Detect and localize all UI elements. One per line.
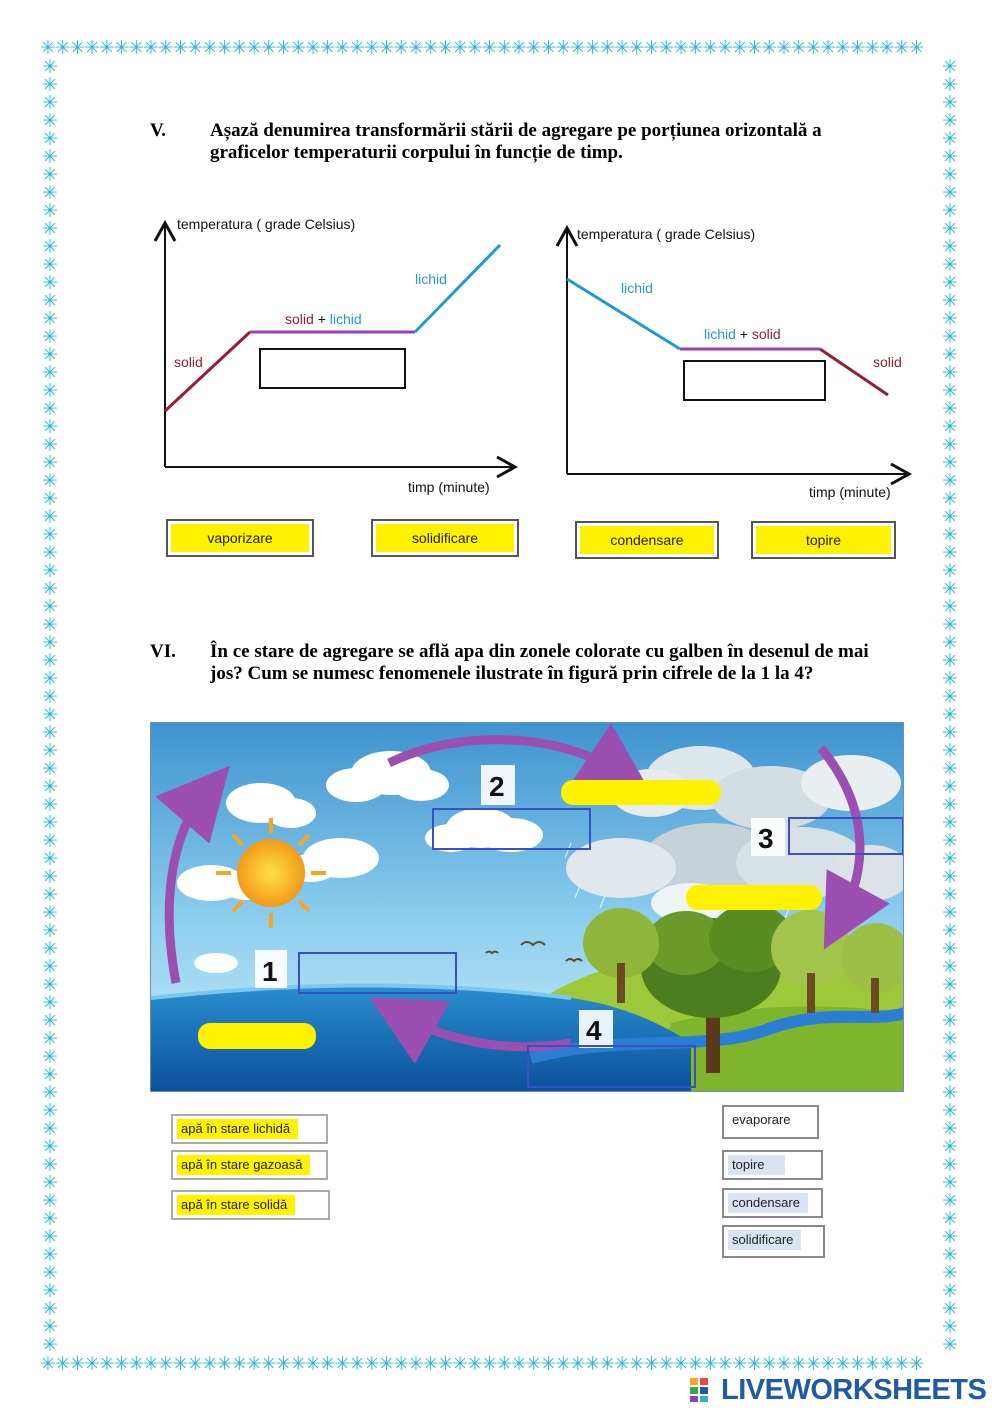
cooling-chart	[545, 215, 925, 510]
heating-mix-label-plus: +	[317, 311, 326, 327]
cooling-solid-label: solid	[873, 354, 902, 370]
heating-solid-segment	[165, 332, 250, 411]
option-topire[interactable]	[751, 521, 896, 559]
option-apa-lichida-label: apă în stare lichidă	[177, 1119, 298, 1139]
cooling-drop-zone[interactable]	[684, 361, 825, 400]
cooling-mix-label-plus: +	[739, 326, 748, 342]
yellow-zone-rain	[686, 885, 822, 910]
marker-4: 4	[586, 1015, 602, 1046]
cooling-mix-label-solid: solid	[751, 326, 781, 342]
option-vaporizare[interactable]	[166, 519, 314, 557]
heating-mix-label	[285, 311, 362, 327]
option-apa-solida[interactable]	[171, 1190, 330, 1220]
question-v-text: Așază denumirea transformării stării de agregare pe porțiunea orizontală a graficelor temperaturii corpului în funcție de timp.	[210, 120, 822, 163]
option-solidificare[interactable]	[371, 519, 519, 557]
option-condensare[interactable]	[575, 521, 719, 559]
option-condensare-label: condensare	[580, 526, 714, 554]
border-left: ✳ ✳ ✳ ✳ ✳ ✳ ✳ ✳ ✳ ✳ ✳ ✳ ✳ ✳ ✳ ✳ ✳ ✳ ✳ ✳ ✳ ✳ ✳ ✳ ✳ ✳ ✳ ✳ ✳ ✳ ✳ ✳ ✳ ✳ ✳ ✳ ✳ ✳ ✳ ✳ ✳ ✳ ✳ ✳ ✳ ✳ ✳ ✳ ✳ ✳ ✳ ✳ ✳ ✳ ✳ ✳ ✳ ✳ ✳ ✳ ✳ ✳ ✳ ✳ ✳ ✳ ✳ ✳ ✳ ✳ ✳ ✳	[42, 58, 58, 1354]
heating-mix-label-solid: solid	[285, 311, 314, 327]
border-top: ✳✳✳✳✳✳✳✳✳✳✳✳✳✳✳✳✳✳✳✳✳✳✳✳✳✳✳✳✳✳✳✳✳✳✳✳✳✳✳✳✳✳✳✳✳✳✳✳✳✳✳✳✳✳✳✳✳✳✳✳	[40, 38, 924, 58]
heating-liquid-label: lichid	[415, 271, 447, 287]
marker-3: 3	[758, 823, 774, 854]
cooling-liquid-label: lichid	[621, 280, 653, 296]
cooling-mix-label-liquid: lichid	[704, 326, 736, 342]
yellow-zone-cloud	[561, 780, 721, 805]
heating-chart	[145, 205, 525, 505]
heating-liquid-segment	[415, 245, 500, 332]
heating-y-label: temperatura ( grade Celsius)	[177, 216, 356, 232]
option-vi-topire-label: topire	[728, 1155, 785, 1175]
question-vi-text: În ce stare de agregare se află apa din zonele colorate cu galben în desenul de mai jos? Cum se numesc fenomenele ilustrate în figură prin cifrele de la 1 la 4?	[210, 641, 869, 684]
cooling-y-label: temperatura ( grade Celsius)	[577, 226, 756, 242]
heating-drop-zone[interactable]	[260, 349, 405, 388]
cooling-x-label: timp (minute)	[809, 484, 891, 500]
option-evaporare-label: evaporare	[728, 1110, 797, 1130]
option-evaporare[interactable]	[722, 1105, 819, 1139]
marker-2: 2	[489, 771, 505, 802]
liveworksheets-logo[interactable]	[690, 1374, 986, 1406]
heating-mix-label-liquid: lichid	[329, 311, 362, 327]
option-vi-condensare[interactable]	[722, 1188, 823, 1218]
logo-mark-icon	[690, 1378, 718, 1402]
option-apa-solida-label: apă în stare solidă	[177, 1195, 295, 1215]
option-vi-solidificare[interactable]	[722, 1225, 825, 1258]
border-bottom: ✳✳✳✳✳✳✳✳✳✳✳✳✳✳✳✳✳✳✳✳✳✳✳✳✳✳✳✳✳✳✳✳✳✳✳✳✳✳✳✳✳✳✳✳✳✳✳✳✳✳✳✳✳✳✳✳✳✳✳✳	[40, 1354, 924, 1374]
border-right: ✳ ✳ ✳ ✳ ✳ ✳ ✳ ✳ ✳ ✳ ✳ ✳ ✳ ✳ ✳ ✳ ✳ ✳ ✳ ✳ ✳ ✳ ✳ ✳ ✳ ✳ ✳ ✳ ✳ ✳ ✳ ✳ ✳ ✳ ✳ ✳ ✳ ✳ ✳ ✳ ✳ ✳ ✳ ✳ ✳ ✳ ✳ ✳ ✳ ✳ ✳ ✳ ✳ ✳ ✳ ✳ ✳ ✳ ✳ ✳ ✳ ✳ ✳ ✳ ✳ ✳ ✳ ✳ ✳ ✳ ✳ ✳	[942, 58, 958, 1354]
option-vi-condensare-label: condensare	[728, 1193, 808, 1213]
marker-1: 1	[262, 956, 278, 987]
option-vi-topire[interactable]	[722, 1150, 823, 1180]
cooling-mix-label	[704, 326, 781, 342]
option-vi-solidificare-label: solidificare	[728, 1230, 801, 1250]
option-apa-gazoasa-label: apă în stare gazoasă	[177, 1155, 310, 1175]
option-solidificare-label: solidificare	[376, 524, 514, 552]
yellow-zone-sea	[198, 1023, 316, 1049]
water-cycle-illustration	[150, 722, 904, 1092]
option-apa-gazoasa[interactable]	[171, 1150, 328, 1180]
option-topire-label: topire	[756, 526, 891, 554]
heating-x-label: timp (minute)	[408, 479, 490, 495]
logo-text: LIVEWORKSHEETS	[721, 1373, 987, 1406]
option-vaporizare-label: vaporizare	[171, 524, 309, 552]
question-vi-number: VI.	[150, 641, 176, 662]
option-apa-lichida[interactable]	[171, 1114, 328, 1144]
question-v-number: V.	[150, 120, 167, 141]
heating-solid-label: solid	[174, 354, 203, 370]
